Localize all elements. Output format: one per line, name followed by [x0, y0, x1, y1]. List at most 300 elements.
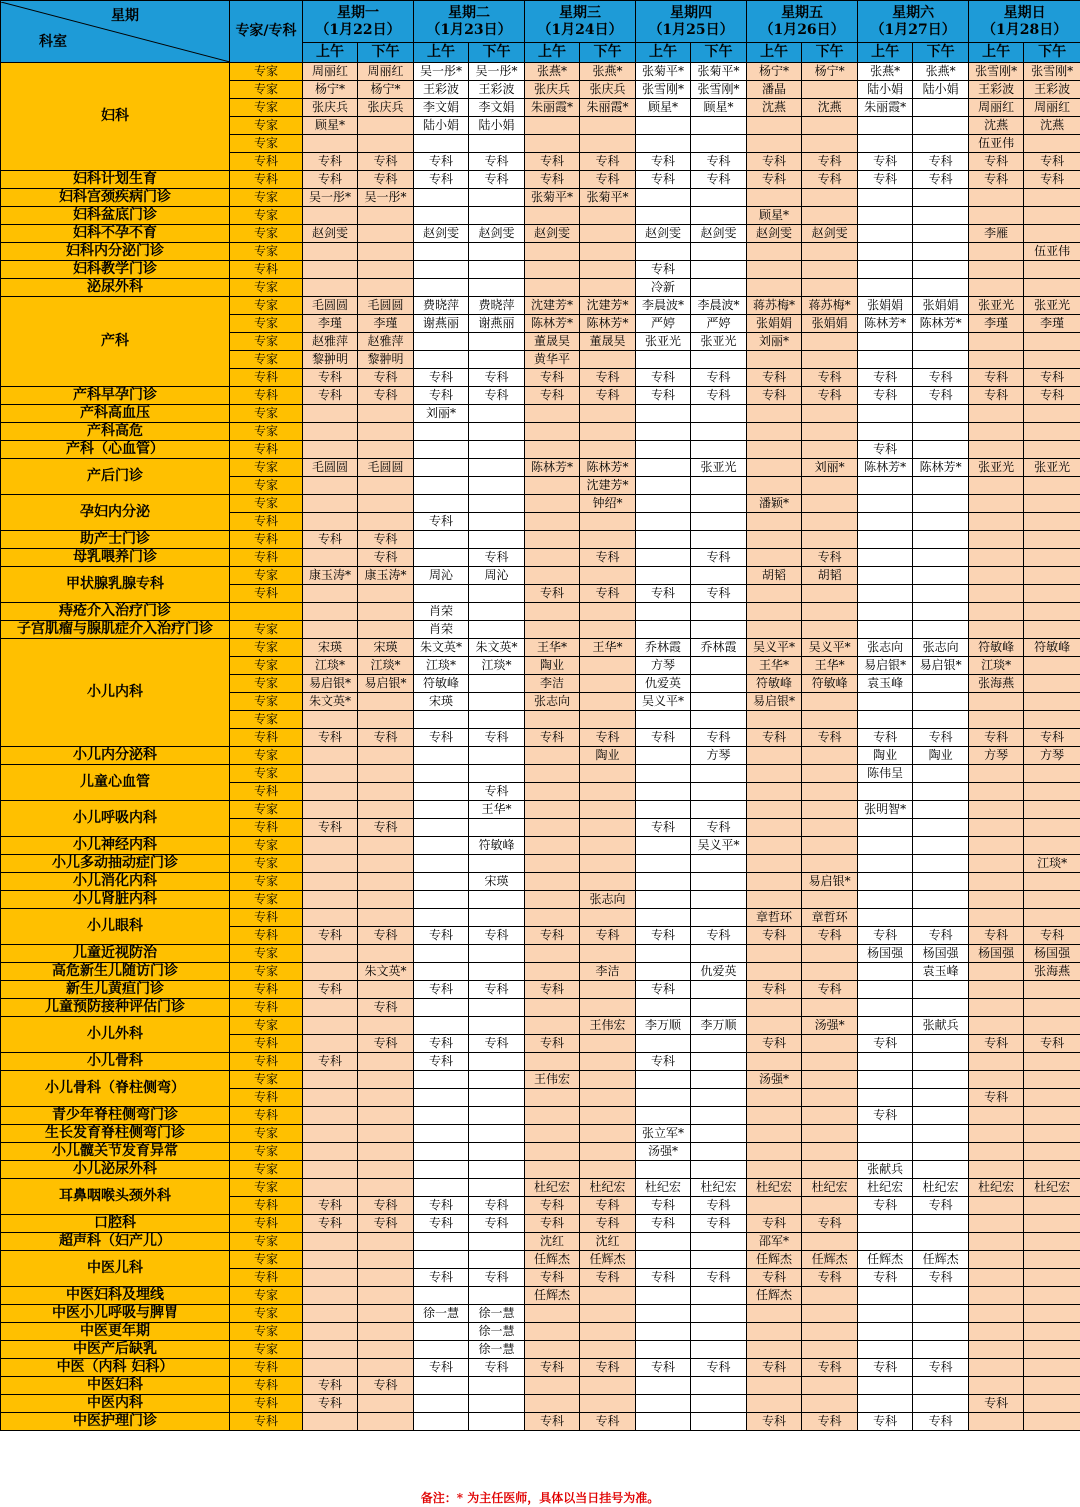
schedule-cell: 陆小娟 — [469, 117, 525, 135]
schedule-cell — [802, 855, 858, 873]
schedule-cell: 张亚光 — [969, 297, 1024, 315]
schedule-cell: 专科 — [858, 441, 913, 459]
clinic-type: 专科 — [230, 1377, 303, 1395]
schedule-cell — [747, 261, 802, 279]
schedule-cell — [747, 819, 802, 837]
schedule-cell — [802, 1071, 858, 1089]
schedule-cell: 潘晶 — [747, 81, 802, 99]
table-row — [1, 1215, 1080, 1233]
schedule-cell: 王彩波 — [969, 81, 1024, 99]
schedule-cell: 专科 — [580, 729, 636, 747]
clinic-type: 专科 — [230, 513, 303, 531]
schedule-cell: 专科 — [414, 1197, 469, 1215]
schedule-cell — [525, 909, 580, 927]
day-name: 星期一 — [337, 4, 379, 21]
schedule-cell — [469, 1179, 525, 1197]
schedule-cell — [414, 279, 469, 297]
schedule-cell — [303, 747, 358, 765]
schedule-cell: 沈燕 — [802, 99, 858, 117]
schedule-cell — [358, 711, 414, 729]
schedule-cell — [913, 603, 969, 621]
schedule-cell: 李瑾 — [303, 315, 358, 333]
schedule-cell — [580, 513, 636, 531]
schedule-cell — [858, 1395, 913, 1413]
schedule-cell — [358, 1395, 414, 1413]
schedule-cell — [691, 1089, 747, 1107]
schedule-cell — [414, 1107, 469, 1125]
schedule-cell: 张庆兵 — [303, 99, 358, 117]
day-date: （1月27日） — [870, 21, 956, 38]
schedule-cell: 袁玉峰 — [858, 675, 913, 693]
schedule-cell — [802, 765, 858, 783]
schedule-cell — [358, 243, 414, 261]
schedule-cell — [691, 801, 747, 819]
clinic-type: 专家 — [230, 297, 303, 315]
schedule-cell: 李晨波* — [691, 297, 747, 315]
table-row — [1, 837, 1080, 855]
schedule-cell — [303, 279, 358, 297]
clinic-type: 专科 — [230, 783, 303, 801]
day-header — [525, 1, 636, 43]
schedule-cell: 徐一慧 — [469, 1323, 525, 1341]
schedule-cell: 赵剑雯 — [303, 225, 358, 243]
schedule-cell — [525, 873, 580, 891]
schedule-cell: 刘丽* — [747, 333, 802, 351]
schedule-cell: 专科 — [414, 1269, 469, 1287]
schedule-cell — [969, 1197, 1024, 1215]
schedule-cell: 杜纪宏 — [747, 1179, 802, 1197]
schedule-cell: 专科 — [358, 531, 414, 549]
schedule-cell — [636, 963, 691, 981]
schedule-cell — [469, 1233, 525, 1251]
schedule-cell: 专科 — [636, 927, 691, 945]
day-date: （1月23日） — [426, 21, 512, 38]
schedule-cell — [525, 711, 580, 729]
schedule-cell: 张雪刚* — [636, 81, 691, 99]
schedule-cell: 宋瑛 — [303, 639, 358, 657]
schedule-cell — [580, 765, 636, 783]
schedule-cell — [858, 1089, 913, 1107]
schedule-cell — [802, 207, 858, 225]
schedule-cell: 专科 — [691, 1269, 747, 1287]
schedule-cell — [691, 441, 747, 459]
footnote: 备注：* 为主任医师，具体以当日挂号为准。 — [420, 1491, 660, 1505]
schedule-cell — [414, 135, 469, 153]
schedule-cell: 专科 — [358, 171, 414, 189]
am-header: 上午 — [525, 43, 580, 63]
schedule-cell: 专科 — [969, 1089, 1024, 1107]
department-name: 产科（心血管） — [1, 441, 230, 459]
clinic-type: 专家 — [230, 333, 303, 351]
schedule-cell — [358, 585, 414, 603]
schedule-cell — [969, 1107, 1024, 1125]
schedule-cell — [469, 675, 525, 693]
clinic-type: 专家 — [230, 279, 303, 297]
schedule-cell: 陶业 — [913, 747, 969, 765]
schedule-cell — [691, 657, 747, 675]
schedule-cell: 张菊平* — [580, 189, 636, 207]
schedule-cell: 潘颖* — [747, 495, 802, 513]
schedule-cell — [414, 1251, 469, 1269]
clinic-type: 专科 — [230, 1215, 303, 1233]
schedule-cell — [691, 1413, 747, 1431]
table-row — [1, 1179, 1080, 1197]
schedule-cell: 专科 — [580, 927, 636, 945]
schedule-cell: 宋瑛 — [414, 693, 469, 711]
schedule-cell — [747, 423, 802, 441]
schedule-cell — [1024, 207, 1080, 225]
schedule-cell — [636, 999, 691, 1017]
schedule-cell — [913, 1287, 969, 1305]
schedule-cell — [358, 1305, 414, 1323]
schedule-cell: 杜纪宏 — [691, 1179, 747, 1197]
schedule-cell: 专科 — [913, 927, 969, 945]
schedule-cell — [802, 891, 858, 909]
schedule-cell — [913, 549, 969, 567]
schedule-cell — [303, 1413, 358, 1431]
department-name: 儿童心血管 — [1, 765, 230, 801]
schedule-cell — [691, 513, 747, 531]
clinic-type: 专家 — [230, 1143, 303, 1161]
schedule-cell — [691, 477, 747, 495]
schedule-cell — [913, 675, 969, 693]
schedule-cell — [969, 1359, 1024, 1377]
schedule-cell — [414, 243, 469, 261]
schedule-cell — [525, 1107, 580, 1125]
schedule-cell — [802, 1107, 858, 1125]
schedule-cell — [691, 783, 747, 801]
schedule-cell — [358, 1287, 414, 1305]
schedule-cell: 周丽红 — [969, 99, 1024, 117]
corner-dept-label: 科室 — [39, 33, 67, 50]
schedule-cell — [1024, 405, 1080, 423]
schedule-cell — [1024, 837, 1080, 855]
schedule-cell: 杜纪宏 — [525, 1179, 580, 1197]
table-row — [1, 891, 1080, 909]
schedule-cell — [580, 531, 636, 549]
schedule-cell — [802, 117, 858, 135]
schedule-cell — [525, 477, 580, 495]
schedule-cell — [747, 999, 802, 1017]
schedule-cell — [913, 1395, 969, 1413]
schedule-cell — [469, 765, 525, 783]
clinic-type: 专科 — [230, 1359, 303, 1377]
schedule-cell — [580, 693, 636, 711]
schedule-cell: 专科 — [525, 585, 580, 603]
schedule-cell — [414, 1143, 469, 1161]
schedule-cell: 专科 — [969, 1035, 1024, 1053]
schedule-cell: 周丽红 — [303, 63, 358, 81]
schedule-cell — [525, 405, 580, 423]
schedule-cell: 专科 — [1024, 171, 1080, 189]
schedule-cell — [469, 603, 525, 621]
schedule-cell: 费晓萍 — [469, 297, 525, 315]
clinic-type: 专家 — [230, 855, 303, 873]
schedule-cell — [913, 801, 969, 819]
schedule-cell — [747, 837, 802, 855]
schedule-cell — [303, 1125, 358, 1143]
department-name: 超声科（妇产儿） — [1, 1233, 230, 1251]
schedule-cell: 专科 — [525, 387, 580, 405]
schedule-cell — [802, 351, 858, 369]
schedule-cell — [636, 423, 691, 441]
schedule-cell — [691, 189, 747, 207]
department-name: 孕妇内分泌 — [1, 495, 230, 531]
schedule-cell — [525, 495, 580, 513]
schedule-cell — [525, 243, 580, 261]
schedule-cell: 赵剑雯 — [691, 225, 747, 243]
schedule-cell — [858, 837, 913, 855]
clinic-type: 专家 — [230, 477, 303, 495]
department-name: 中医更年期 — [1, 1323, 230, 1341]
schedule-cell — [691, 279, 747, 297]
schedule-cell: 周沁 — [414, 567, 469, 585]
schedule-cell — [636, 117, 691, 135]
schedule-cell: 吴一彤* — [469, 63, 525, 81]
day-date: （1月24日） — [537, 21, 623, 38]
schedule-cell — [747, 1161, 802, 1179]
schedule-cell — [691, 981, 747, 999]
schedule-cell — [303, 873, 358, 891]
schedule-cell — [414, 549, 469, 567]
schedule-cell — [303, 891, 358, 909]
schedule-cell — [913, 477, 969, 495]
schedule-cell — [636, 1395, 691, 1413]
schedule-cell: 宋瑛 — [358, 639, 414, 657]
department-name: 产后门诊 — [1, 459, 230, 495]
pm-header: 下午 — [802, 43, 858, 63]
schedule-cell: 沈建芳* — [580, 477, 636, 495]
schedule-cell — [358, 1017, 414, 1035]
schedule-cell — [913, 333, 969, 351]
schedule-cell — [580, 441, 636, 459]
schedule-cell — [747, 621, 802, 639]
clinic-type: 专家 — [230, 243, 303, 261]
schedule-cell: 赵剑雯 — [802, 225, 858, 243]
schedule-cell: 沈燕 — [747, 99, 802, 117]
schedule-cell — [358, 423, 414, 441]
table-row — [1, 1251, 1080, 1269]
schedule-cell: 杨宁* — [303, 81, 358, 99]
schedule-cell — [303, 711, 358, 729]
schedule-cell — [1024, 909, 1080, 927]
schedule-cell — [913, 1125, 969, 1143]
schedule-cell — [358, 981, 414, 999]
schedule-cell — [969, 351, 1024, 369]
schedule-cell — [525, 1305, 580, 1323]
schedule-cell — [1024, 1107, 1080, 1125]
pm-header: 下午 — [358, 43, 414, 63]
schedule-cell: 陈林芳* — [913, 459, 969, 477]
schedule-cell — [969, 891, 1024, 909]
schedule-cell — [858, 351, 913, 369]
schedule-cell — [1024, 603, 1080, 621]
schedule-cell: 张明智* — [858, 801, 913, 819]
schedule-cell: 陶业 — [580, 747, 636, 765]
schedule-cell: 专科 — [636, 981, 691, 999]
schedule-cell — [969, 279, 1024, 297]
schedule-cell — [636, 621, 691, 639]
schedule-cell: 专科 — [802, 549, 858, 567]
schedule-cell — [580, 1377, 636, 1395]
schedule-cell: 专科 — [858, 387, 913, 405]
schedule-cell: 毛圆圆 — [303, 459, 358, 477]
schedule-cell: 专科 — [525, 153, 580, 171]
schedule-cell — [913, 585, 969, 603]
schedule-cell — [691, 999, 747, 1017]
schedule-cell — [802, 423, 858, 441]
schedule-header — [1, 1, 1080, 63]
schedule-cell — [414, 1377, 469, 1395]
schedule-cell: 王彩波 — [414, 81, 469, 99]
schedule-cell — [636, 567, 691, 585]
schedule-cell — [858, 567, 913, 585]
schedule-cell: 专科 — [469, 981, 525, 999]
schedule-cell: 专科 — [303, 927, 358, 945]
schedule-cell: 杜纪宏 — [802, 1179, 858, 1197]
schedule-cell: 张志向 — [913, 639, 969, 657]
schedule-cell — [469, 495, 525, 513]
schedule-cell: 易启银* — [303, 675, 358, 693]
schedule-cell — [913, 1377, 969, 1395]
clinic-type: 专科 — [230, 1089, 303, 1107]
schedule-cell — [358, 945, 414, 963]
schedule-cell — [525, 261, 580, 279]
schedule-cell: 张亚光 — [1024, 459, 1080, 477]
schedule-cell — [636, 189, 691, 207]
schedule-cell — [913, 999, 969, 1017]
schedule-cell — [1024, 333, 1080, 351]
schedule-cell — [747, 405, 802, 423]
schedule-cell: 专科 — [303, 531, 358, 549]
schedule-cell — [969, 531, 1024, 549]
schedule-cell: 李瑾 — [969, 315, 1024, 333]
schedule-cell — [358, 693, 414, 711]
schedule-cell — [636, 837, 691, 855]
schedule-cell: 毛圆圆 — [303, 297, 358, 315]
schedule-cell: 专科 — [802, 369, 858, 387]
schedule-cell: 李洁 — [580, 963, 636, 981]
schedule-cell — [303, 243, 358, 261]
schedule-cell — [358, 279, 414, 297]
schedule-cell: 董晟昊 — [525, 333, 580, 351]
schedule-cell — [414, 1395, 469, 1413]
am-header: 上午 — [414, 43, 469, 63]
schedule-cell: 专科 — [414, 1215, 469, 1233]
schedule-cell — [636, 765, 691, 783]
schedule-cell — [636, 513, 691, 531]
schedule-cell — [636, 603, 691, 621]
schedule-cell — [525, 513, 580, 531]
schedule-cell: 王华* — [802, 657, 858, 675]
schedule-cell — [858, 207, 913, 225]
schedule-cell: 康玉涛* — [358, 567, 414, 585]
schedule-cell: 专科 — [747, 387, 802, 405]
schedule-cell — [303, 261, 358, 279]
schedule-cell — [1024, 225, 1080, 243]
schedule-cell — [303, 585, 358, 603]
schedule-cell: 专科 — [469, 1269, 525, 1287]
table-row — [1, 207, 1080, 225]
schedule-cell: 专科 — [469, 1359, 525, 1377]
schedule-cell: 专科 — [358, 999, 414, 1017]
schedule-cell: 专科 — [691, 585, 747, 603]
schedule-cell: 陶业 — [858, 747, 913, 765]
schedule-cell: 董晟昊 — [580, 333, 636, 351]
schedule-cell: 专科 — [691, 729, 747, 747]
schedule-cell — [747, 873, 802, 891]
schedule-cell — [303, 423, 358, 441]
schedule-cell — [858, 243, 913, 261]
schedule-cell: 专科 — [469, 1197, 525, 1215]
schedule-cell: 周沁 — [469, 567, 525, 585]
schedule-cell — [580, 423, 636, 441]
schedule-cell: 专科 — [858, 729, 913, 747]
schedule-cell — [802, 1305, 858, 1323]
schedule-cell — [913, 783, 969, 801]
schedule-cell — [858, 423, 913, 441]
schedule-cell: 专科 — [858, 1269, 913, 1287]
schedule-cell — [858, 189, 913, 207]
table-row — [1, 1395, 1080, 1413]
table-row — [1, 765, 1080, 783]
schedule-cell — [1024, 1143, 1080, 1161]
schedule-cell — [580, 1323, 636, 1341]
schedule-cell — [303, 513, 358, 531]
am-header: 上午 — [969, 43, 1024, 63]
schedule-cell: 专科 — [802, 729, 858, 747]
schedule-cell — [303, 405, 358, 423]
table-row — [1, 1305, 1080, 1323]
schedule-cell: 朱文英* — [303, 693, 358, 711]
schedule-cell — [858, 981, 913, 999]
table-row — [1, 1359, 1080, 1377]
schedule-cell: 专科 — [469, 1215, 525, 1233]
schedule-cell — [636, 405, 691, 423]
schedule-cell — [802, 477, 858, 495]
schedule-cell — [913, 531, 969, 549]
schedule-cell — [636, 1089, 691, 1107]
schedule-cell — [636, 1233, 691, 1251]
department-name: 妇科教学门诊 — [1, 261, 230, 279]
schedule-cell — [691, 603, 747, 621]
department-name: 妇科内分泌门诊 — [1, 243, 230, 261]
schedule-cell — [414, 261, 469, 279]
schedule-cell — [303, 765, 358, 783]
schedule-cell — [1024, 1323, 1080, 1341]
schedule-cell — [303, 1161, 358, 1179]
schedule-cell: 黎翀明 — [303, 351, 358, 369]
schedule-cell: 专科 — [858, 153, 913, 171]
schedule-cell — [636, 711, 691, 729]
department-name: 小儿泌尿外科 — [1, 1161, 230, 1179]
schedule-cell — [747, 945, 802, 963]
schedule-cell — [358, 603, 414, 621]
schedule-cell — [358, 765, 414, 783]
schedule-cell — [802, 1341, 858, 1359]
schedule-cell: 陈林芳* — [580, 315, 636, 333]
department-name: 新生儿黄疸门诊 — [1, 981, 230, 999]
schedule-cell: 专科 — [858, 171, 913, 189]
schedule-cell: 章哲环 — [802, 909, 858, 927]
schedule-cell: 沈燕 — [969, 117, 1024, 135]
schedule-cell: 任辉杰 — [525, 1287, 580, 1305]
clinic-type: 专家 — [230, 1233, 303, 1251]
schedule-cell — [414, 441, 469, 459]
am-header: 上午 — [636, 43, 691, 63]
schedule-cell — [358, 783, 414, 801]
schedule-cell: 杜纪宏 — [913, 1179, 969, 1197]
